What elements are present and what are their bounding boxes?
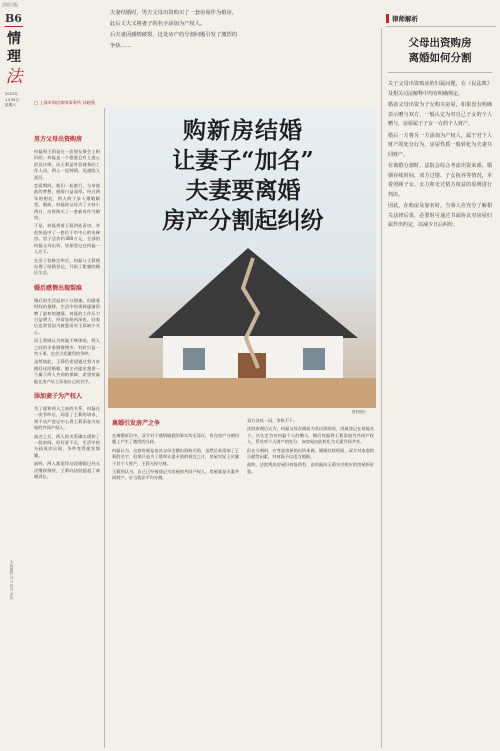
right-title xyxy=(388,36,492,66)
right-para-1: 关于父母出资购房的归属问题，在《民法典》及相关司法解释中均有明确规定。 xyxy=(388,81,492,97)
mid-para-4: 双方各执一词，争执不下。 xyxy=(247,418,298,423)
right-column xyxy=(388,80,492,233)
right-tag-bar xyxy=(386,14,389,23)
right-para-5: 因此，在购房及加名时，当事人应充分了解相关法律后果，必要时可通过书面协议对房屋归属作出约定，以减少日后纠纷。 xyxy=(388,203,492,228)
left-para-3: 于是，何磊带着王莉四处看房，并很快选中了一套位于市中心的电梯房。房子总价约300万元，全部由何磊父母出资，房屋登记在何磊一人名下。 xyxy=(34,223,100,255)
left-subhead-1: 男方父母出资购房 xyxy=(34,136,83,143)
right-tag-rule xyxy=(386,26,496,27)
left-subhead-2: 婚后感情出现裂痕 xyxy=(34,284,83,292)
left-para-7: 虽然如此，王莉仍希望通过努力来挽回这段婚姻。她主动提出想要一个属于两人共同的保障，希望何磊能在房产证上添加自己的名字。 xyxy=(34,359,100,384)
page-number: B6 xyxy=(5,12,22,25)
mid-para-1: 在离婚诉讼中，双方对于感情破裂的事实均无异议，但在房产分割问题上产生了激烈的分歧。 xyxy=(112,433,239,445)
mid-para-5: 法院审理后认为，何磊父母在婚前为其出资购房，房屋登记在何磊名下，应认定为对何磊个人的赠与。婚后何磊将王莉添加为共同产权人，系其对个人财产的处分，该房屋由此转化为夫妻共同共有。 xyxy=(247,426,374,445)
headline xyxy=(118,116,368,236)
headline-line-3: 夫妻要离婚 xyxy=(185,177,301,204)
mid-subhead-1: 离婚引发房产之争 xyxy=(112,420,161,427)
section-char-2: 理 xyxy=(7,49,21,65)
right-tag: 律师解析 xyxy=(392,15,418,23)
intro-line-1: 夫妻结婚时，男方父母出资购买了一套房屋作为婚房， xyxy=(110,10,238,16)
headline-line-4: 房产分割起纠纷 xyxy=(162,207,324,234)
section-vertical-title xyxy=(5,30,23,88)
window-left xyxy=(183,348,205,370)
issue-year: 2021年 xyxy=(5,92,18,96)
issue-date xyxy=(5,92,19,109)
right-para-3: 婚后一方将另一方添加为产权人，属于对个人财产的处分行为，房屋性质一般转化为夫妻共同财产。 xyxy=(388,132,492,158)
left-para-8: 为了缓和两人之间的关系，何磊在一次争吵后，同意了王莉的请求，到不动产登记中心将王莉添加为房屋的共同产权人。 xyxy=(34,406,100,431)
right-title-rule xyxy=(388,72,492,73)
right-para-4: 在离婚分割时，法院会综合考虑出资来源、婚姻存续时间、双方过错、子女抚养等情况，本着照顾子女、女方和无过错方权益的原则进行判决。 xyxy=(388,163,492,198)
headline-line-2: 让妻子“加名” xyxy=(172,147,314,174)
left-para-9: 加名之后，两人的关系确实缓和了一段时间。但好景不长，生活中的分歧再次出现，争吵变得愈发频繁。 xyxy=(34,433,100,458)
left-subhead-3: 添加妻子为产权人 xyxy=(34,393,83,400)
right-title-line-1: 父母出资购房 xyxy=(408,37,472,49)
middle-column xyxy=(112,418,374,482)
left-para-10: 最终，两人都觉得这段婚姻已经无法继续维持，王莉向法院提起了离婚诉讼。 xyxy=(34,461,100,480)
mid-para-2: 何磊认为，这套房屋是由其父母全额出资购买的，虽然后来添加了王莉的名字，但那只是为了缓和夫妻矛盾的权宜之计，房屋实际上应属于其个人财产，王莉无权分割。 xyxy=(112,447,239,466)
intro-line-3: 后夫妻因感情破裂，这处房产的分割问题引发了激烈的 xyxy=(110,32,238,38)
mid-para-6: 但在分割时，应考虑房屋的出资来源、婚姻存续时间、双方对家庭的贡献等因素，对何磊予以适当照顾。 xyxy=(247,447,374,460)
byline: □ 上海市海信律师事务所 孙晓燕 xyxy=(34,100,96,105)
intro-quote xyxy=(110,8,370,52)
left-para-5: 婚后的生活起初十分甜蜜。但随着时间的推移，生活中的琐碎逐渐消磨了最初的激情。何磊的工作压力日益增大，经常加班到深夜，回家后也常常因为疲惫而对王莉缺少关心。 xyxy=(34,297,100,335)
left-para-4: 在房子装修完毕后，何磊与王莉便办理了结婚登记，开始了甜蜜的婚后生活。 xyxy=(34,257,100,276)
fence xyxy=(108,378,376,408)
photo-credit: 资料图片 xyxy=(352,410,367,414)
left-para-6: 而王莉则认为何磊不够体贴，两人之间的矛盾慢慢增多。有时只是一些小事，也会引发激烈的争吵。 xyxy=(34,338,100,356)
sidebar-vertical: 本版编辑 孙立 校对 李欣 xyxy=(10,560,14,600)
corner-label: 法治日报 xyxy=(2,2,18,7)
left-column xyxy=(34,134,100,482)
section-char-3: 法 xyxy=(5,67,23,87)
headline-line-1: 购新房结婚 xyxy=(183,117,303,144)
section-char-1: 情 xyxy=(7,31,21,47)
right-title-line-2: 离婚如何分割 xyxy=(408,52,472,64)
left-para-2: 恋爱期间，他们一起旅行、分享彼此的梦想，感情日益深厚。经过两年的相处，两人终于步入婚姻殿堂。婚前，何磊的父母为了支持小两口，出资购买了一套新房作为婚房。 xyxy=(34,183,100,221)
mid-para-3: 王莉则认为，自己已经被登记为房屋的共同产权人，房屋就是夫妻共同财产，应当依法平均分割。 xyxy=(112,469,239,481)
divider-right xyxy=(381,28,382,748)
issue-weekday: 星期六 xyxy=(5,103,16,108)
window-right xyxy=(303,348,325,370)
issue-day: 1月30日 xyxy=(5,97,20,102)
left-para-1: 何磊和王莉是在一次朋友聚会上相识的。何磊是一个稳重且有上进心的设计师，而王莉是外贸商务的工作人员，两人一见钟情，迅速陷入爱河。 xyxy=(34,149,100,180)
intro-line-2: 此后丈夫又将妻子的名字添加为产权人。 xyxy=(110,21,206,27)
page-number-underline xyxy=(5,26,23,27)
divider-left xyxy=(104,108,105,748)
mid-para-7: 最终，法院判决房屋归何磊所有，由何磊向王莉支付相应的房屋折价款。 xyxy=(247,462,374,474)
intro-line-4: 争执…… xyxy=(110,43,132,49)
right-para-2: 婚前父母出资为子女购买房屋，如果没有明确表示赠与双方，一般认定为对自己子女的个人赠与，房屋属于子女一方的个人财产。 xyxy=(388,102,492,127)
